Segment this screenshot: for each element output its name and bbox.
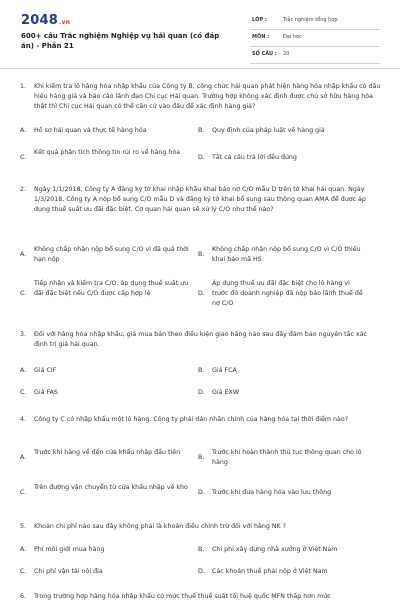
question-number: 3. [20, 331, 27, 338]
meta-table [250, 13, 380, 64]
option-d[interactable] [198, 388, 368, 398]
option-text: Giá FAS [34, 389, 58, 396]
option-d[interactable] [198, 153, 368, 163]
question-body: Trong trường hợp hàng hóa nhập khẩu có mức thuế thuế suất tối huệ quốc MFN thấp hơn mức [34, 593, 331, 600]
option-text: Áp dụng thuế ưu đãi đặc biệt cho lô hàng vì trước đó doanh nghiệp đã nộp báo lãnh thuế đề nợ C/O [212, 280, 363, 307]
option-text: Không chấp nhận nộp bổ sung C/O vì đã quá thời hạn nộp [34, 246, 189, 263]
question-number: 4. [20, 416, 27, 423]
question-text [20, 415, 382, 425]
option-a[interactable] [20, 448, 190, 461]
option-letter: B. [198, 546, 205, 553]
option-letter: B. [198, 251, 205, 258]
site-logo[interactable] [21, 13, 70, 28]
question-number: 2. [20, 186, 27, 193]
option-a[interactable] [20, 545, 190, 555]
question-body: Công ty C có nhập khẩu một lô hàng. Công ty phải dán nhãn chính của hàng hóa tại thời điểm nào? [34, 416, 349, 423]
option-text: Kết quả phân tích thông tin rủi ro về hàng hóa [34, 149, 181, 156]
option-c[interactable] [20, 388, 190, 398]
option-d[interactable] [198, 567, 368, 577]
option-letter: D. [198, 290, 205, 297]
question-5 [20, 522, 382, 575]
option-letter: A. [20, 367, 27, 374]
option-letter: B. [198, 367, 205, 374]
option-c[interactable] [20, 279, 190, 299]
option-letter: B. [198, 454, 205, 461]
question-body: Đối với hàng hóa nhập khẩu, giá mua bán theo điều kiện giao hàng nào sau đây đảm bảo nguyên tắc xác định trị giá hải quan. [34, 331, 368, 348]
option-letter: A. [20, 546, 27, 553]
option-c[interactable] [20, 483, 190, 496]
option-b[interactable] [198, 126, 368, 136]
question-text [20, 592, 382, 600]
option-letter: C. [20, 154, 27, 161]
option-text: Giá CIF [34, 367, 57, 374]
option-text: Giá FCA [212, 367, 237, 374]
option-text: Trước khi hoàn thành thủ tục thông quan cho lô hàng [212, 449, 362, 466]
option-text: Phí môi giới mua hàng [34, 546, 105, 553]
option-letter: C. [20, 568, 27, 575]
option-text: Giá EXW [212, 389, 240, 396]
question-text [20, 330, 382, 350]
option-b[interactable] [198, 245, 368, 265]
option-letter: D. [198, 568, 205, 575]
option-c[interactable] [20, 567, 190, 577]
option-b[interactable] [198, 545, 368, 555]
question-text [20, 522, 382, 532]
option-text: Chi phí vận tải nội địa [34, 568, 103, 575]
meta-row-class [250, 13, 380, 30]
option-letter: C. [20, 389, 27, 396]
option-text: Không chấp nhận nộp bổ sung C/O vì C/O thiếu khai báo mã HS [212, 246, 361, 263]
meta-row-subject [250, 30, 380, 47]
option-text: Chi phí xây dựng nhà xưởng ở Việt Nam [212, 546, 338, 553]
question-number: 1. [20, 83, 27, 90]
option-text: Hồ sơ hải quan và thực tế hàng hóa [34, 127, 147, 134]
option-letter: A. [20, 127, 27, 134]
meta-value: 20 [283, 51, 290, 57]
question-number: 6. [20, 593, 27, 600]
meta-label: SỐ CÂU : [252, 51, 277, 57]
logo-main-text: 2048 [21, 13, 58, 28]
question-body: Ngày 1/1/2018, Công ty A đăng ký tờ khai nhập khẩu khai báo nợ C/O mẫu D trên tờ khai hải quan. Ngày 1/3/2018, Công ty A nộp bổ sung C/O mẫu D và đăng ký tờ khai bổ sung sau thông quan AMA để được áp dụng thuế suất ưu đãi đặc biệt. Cơ quan hải quan sẽ xử lý C/O như thế nào? [34, 186, 366, 213]
page-header [0, 0, 400, 64]
option-a[interactable] [20, 366, 190, 376]
question-body: Khi kiểm tra lô hàng hóa nhập khẩu của Công ty B, công chức hải quan phát hiện hàng hóa nhập khẩu có dấu hiệu hàng giả và báo cáo lãnh đạo Chi cục Hải quan. Trường hợp không xác định được chủ sở hữu hàng hóa thật thì Chi cục Hải quan có thể căn cứ vào đâu để xác định hàng giả? [34, 83, 381, 110]
option-letter: B. [198, 127, 205, 134]
question-1 [20, 82, 382, 161]
question-number: 5. [20, 523, 27, 530]
option-b[interactable] [198, 366, 368, 376]
header-divider [0, 68, 400, 69]
option-d[interactable] [198, 279, 368, 309]
option-letter: D. [198, 154, 205, 161]
option-text: Trước khi hàng về đến cửa khẩu nhập đầu tiên [34, 449, 181, 456]
question-4 [20, 415, 382, 496]
option-letter: A. [20, 454, 27, 461]
option-letter: C. [20, 290, 27, 297]
option-a[interactable] [20, 245, 190, 265]
question-text [20, 185, 382, 215]
question-6 [20, 592, 382, 600]
option-letter: A. [20, 251, 27, 258]
meta-label: LỚP : [252, 17, 267, 23]
question-body: Khoản chi phí nào sau đây không phải là khoản điều chỉnh trừ đối với hàng NK ? [34, 523, 287, 530]
question-text [20, 82, 382, 112]
logo-suffix: .vn [58, 19, 71, 26]
option-text: Trước khi đưa hàng hóa vào lưu thông [212, 489, 332, 496]
option-d[interactable] [198, 488, 368, 498]
option-letter: D. [198, 489, 205, 496]
option-letter: C. [20, 489, 27, 496]
option-c[interactable] [20, 148, 190, 161]
meta-value: Đại học [283, 34, 302, 40]
option-text: Các khoản thuế phải nộp ở Việt Nam [212, 568, 328, 575]
option-text: Tất cả câu trả lời đều đúng [212, 154, 297, 161]
meta-value: Trắc nghiệm tổng hợp [283, 17, 338, 23]
option-text: Trên đường vận chuyển từ cửa khẩu nhập về kho [34, 484, 188, 491]
page-title: 600+ câu Trắc nghiệm Nghiệp vụ hải quan (có đáp án) - Phần 21 [21, 32, 220, 50]
option-letter: D. [198, 389, 205, 396]
option-b[interactable] [198, 448, 368, 468]
option-a[interactable] [20, 126, 190, 136]
option-text: Tiếp nhận và kiểm tra C/O, áp dụng thuế suất ưu đãi đặc biệt nếu C/O được cấp hợp lệ [34, 280, 189, 297]
meta-row-count [250, 47, 380, 64]
question-3 [20, 330, 382, 396]
option-text: Quy định của pháp luật về hàng giả [212, 127, 325, 134]
meta-label: MÔN : [252, 34, 270, 40]
question-2 [20, 185, 382, 307]
